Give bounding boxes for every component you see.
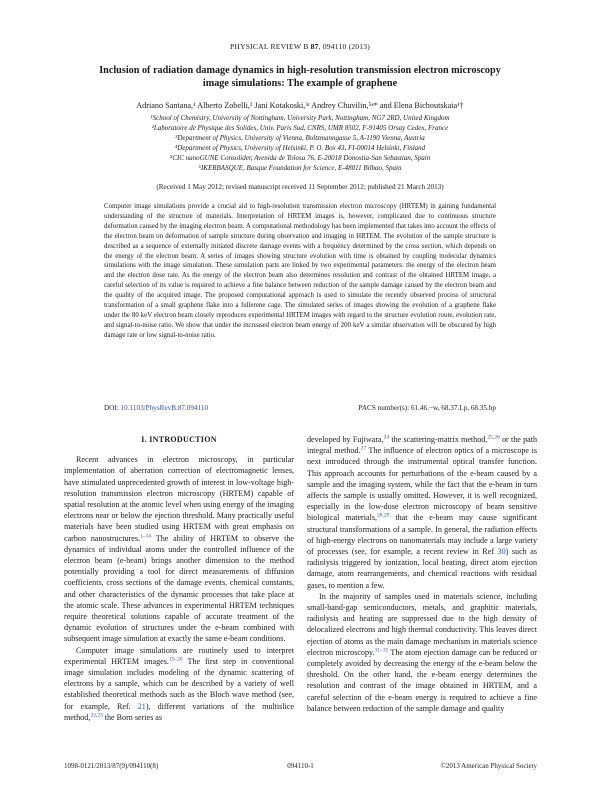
- affiliation: ¹School of Chemistry, University of Nottingham, University Park, Nottingham, NG7 2RD, United Kingdom: [150, 114, 450, 122]
- doi-pacs-row: [104, 404, 496, 412]
- page-footer: [64, 762, 537, 774]
- right-column: [307, 434, 537, 714]
- journal-header: [0, 42, 600, 51]
- citation-link[interactable]: 22,23: [90, 712, 103, 719]
- citation-link[interactable]: 15–20: [168, 656, 183, 663]
- paragraph: developed by Fujiwara,$^{24}$ the scattering-matrix method,$^{25,26}$ or the path integral method.$^{27}$ The influence of electron optics of a microscope is next introduced through the instrumental optical transfer function. This approach accounts for perturbations of the e-beam caused by a sample and the imaging system, while the fact that the e-beam in turn affects the sample is usually omitted. However, it is well recognized, especially in the low-dose electron microscopy of beam sensitive biological materials,$^{28,29}$ that the e-beam may cause significant structural transformations of a sample. In general, the radiation effects of high-energy electrons on nanomaterials may include a large variety of processes (see, for example, a recent review in Ref 30) such as radiolysis triggered by ionization, local heating, direct atom ejection damage, atom rearrangements, and chemical reactions with residual gases, to mention a few.: [307, 434, 538, 590]
- citation-link[interactable]: 25,26: [487, 434, 500, 441]
- left-column: [64, 434, 294, 723]
- journal-volume: 87: [310, 42, 319, 51]
- paper-title: Inclusion of radiation damage dynamics in high-resolution transmission electron microscopy image simulations: The example of graphene: [99, 65, 501, 89]
- paragraph: Computer image simulations are routinely used to interpret experimental HRTEM images.$^{15-20}$ The first step in conventional image simulation includes modeling of the dynamic scattering of electrons by a sample, which can be described by a variety of well established theoretical methods such as the Bloch wave method (see, for example, Ref. 21), different variations of the multislice method,$^{22,23}$ the Born series as: [64, 645, 294, 722]
- copyright: ©2013 American Physical Society: [440, 762, 537, 770]
- doi-link[interactable]: 10.1103/PhysRevB.87.094110: [120, 404, 209, 412]
- affiliation: ³Department of Physics, University of Vienna, Boltzmanngasse 5, A-1190 Vienna, Austria: [175, 134, 425, 142]
- abstract: Computer image simulations provide a crucial aid to high-resolution transmission electron microscopy (HRTEM) in gaining fundamental understanding of the structure of materials. Interpretation of HRTEM images is, however, complicated due to continuous structure deformation caused by the imaging electron beam. A computational methodology has been implemented that takes into account the effects of the electron beam on deformation of sample structure during observation and imaging in HRTEM. The evolution of the sample structure is described as a sequence of externally initiated discrete damage events with a frequency determined by the cross section, which depends on the energy of the electron beam. A series of images showing structure evolution with time is obtained by coupling molecular dynamics simulations with the image simulation. These simulation parts are linked by two experimental parameters: the energy of the electron beam and the electron dose rate. As the energy of the electron beam also determines resolution and contrast of the obtained HRTEM image, a careful selection of its value is required to achieve a fine balance between reduction of the sample damage caused by the electron beam and the quality of the acquired image. The proposed computational approach is used to simulate the recently observed process of structural transformation of a small graphene flake into a fullerene cage. The simulated series of images showing the evolution of a graphene flake under the 80 keV electron beam closely reproduces experimental HRTEM images with regard to the structure evolution route, evolution rate, and signal-to-noise ratio. We show that under the increased electron beam energy of 200 keV a similar observation will be obscured by high damage rate or low signal-to-noise ratio.: [104, 203, 496, 339]
- doi-label: DOI:: [104, 404, 121, 412]
- affiliation: ⁶IKERBASQUE, Basque Foundation for Science, E-48011 Bilbao, Spain: [198, 164, 402, 172]
- citation-link[interactable]: 27: [360, 445, 367, 452]
- paragraph: In the majority of samples used in materials science, including small-band-gap semiconductors, metals, and graphitic materials, radiolysis and heating are suppressed due to the high density of delocalized electrons and high thermal conductivity. This leaves direct ejection of atoms as the main damage mechanism in materials science electron microscopy.$^{31-35}$ The atom ejection damage can be reduced or completely avoided by decreasing the energy of the e-beam below the threshold. On the other hand, the e-beam energy determines the resolution and contrast of the image obtained in HRTEM, and a careful selection of the e-beam energy is required to achieve a fine balance between reduction of the sample damage and quality: [307, 591, 537, 713]
- received-dates: (Received 1 May 2012; revised manuscript received 11 September 2012; published 21 March 2013): [156, 183, 444, 191]
- affiliations: [40, 113, 560, 173]
- citation-link[interactable]: 1–14: [140, 532, 152, 539]
- citation-link[interactable]: 31–35: [374, 647, 389, 654]
- footer-code: 1098-0121/2013/87(9)/094110(8): [64, 762, 159, 770]
- section-heading: I. INTRODUCTION: [141, 435, 217, 444]
- affiliation: ²Laboratoire de Physique des Solides, Univ. Paris Sud, CNRS, UMR 8502, F-91405 Orsay Cedex, France: [151, 124, 449, 132]
- citation-link[interactable]: 21: [137, 701, 146, 711]
- paragraph: Recent advances in electron microscopy, in particular implementation of aberration correction of electromagnetic lenses, have stimulated unprecedented growth of interest in low-voltage high-resolution transmission electron microscopy (HRTEM) capable of spatial resolution at the atomic level when using energy of the imaging electrons near or below the ejection threshold. Many practically useful materials have been studied using HRTEM with great emphasis on carbon nanostructures.$^{1-14}$ The ability of HRTEM to observe the dynamics of individual atoms under the controlled influence of the electron beam (e-beam) brings another dimension to the method potentially providing a tool for direct measurements of diffusion coefficients, cross sections of the damage events, chemical constants, and other characteristics of the dynamic processes that take place at the atomic scale. These advances in experimental HRTEM techniques require theoretical solutions capable of accurate treatment of the dynamic evolution of structures under the e-beam combined with subsequent image simulation at exactly the same e-beam conditions.: [64, 455, 294, 644]
- author-list: Adriano Santana,¹ Alberto Zobelli,² Jani Kotakoski,³ʴ Andrey Chuvilin,⁵ʶ* and Elena Bichoutskaia¹†: [136, 101, 464, 110]
- pacs-numbers: PACS number(s): 61.46.−w, 68.37.Lp, 68.35.bp: [358, 404, 496, 412]
- journal-citation: , 094110 (2013): [318, 42, 371, 51]
- citation-link[interactable]: 28,29: [377, 512, 390, 519]
- journal-name: PHYSICAL REVIEW B: [229, 42, 309, 51]
- affiliation: ⁵CIC nanoGUNE Consolider, Avenida de Tolosa 76, E-20018 Donostia-San Sebastian, Spain: [169, 154, 431, 162]
- citation-link[interactable]: 24: [383, 434, 390, 441]
- affiliation: ⁴Department of Physics, University of Helsinki, P. O. Box 43, FI-00014 Helsinki, Finland: [174, 144, 426, 152]
- page-number: 094110-1: [287, 762, 314, 770]
- citation-link[interactable]: 30: [497, 547, 506, 557]
